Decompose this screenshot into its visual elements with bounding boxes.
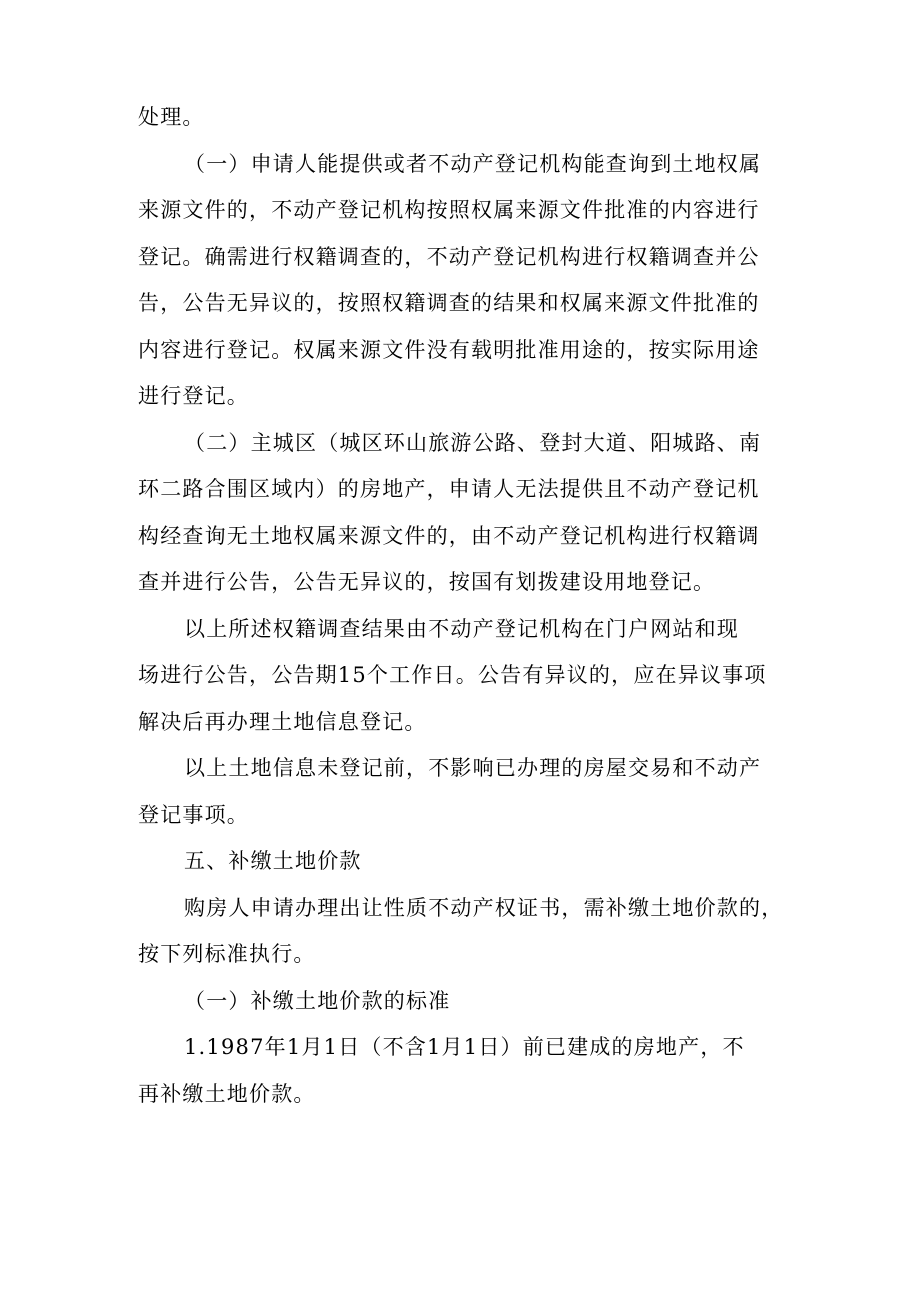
text-line: 来源文件的，不动产登记机构按照权属来源文件批准的内容进行 [138,198,760,222]
text-line: 以上土地信息未登记前，不影响已办理的房屋交易和不动产 [184,756,762,780]
text-line: 再补缴土地价款。 [138,1081,316,1106]
text-line: 进行登记。 [138,384,249,408]
text-line: 购房人申请办理出让性质不动产权证书，需补缴土地价款的， [184,895,784,920]
text-line: （二）主城区（城区环山旅游公路、登封大道、阳城路、南 [184,430,762,455]
text-line: 以上所述权籍调查结果由不动产登记机构在门户网站和现 [184,616,739,641]
text-line: 按下列标准执行。 [138,942,316,966]
text-line: 登记事项。 [138,802,249,827]
text-line: 查并进行公告，公告无异议的，按国有划拨建设用地登记。 [138,570,716,594]
text-line: 场进行公告，公告期15个工作日。公告有异议的，应在异议事项 [138,663,767,687]
text-line: 内容进行登记。权属来源文件没有载明批准用途的，按实际用途 [138,337,760,362]
document-body [138,94,788,1117]
text-line: 登记。确需进行权籍调查的，不动产登记机构进行权籍调查并公 [138,244,760,269]
text-line: 解决后再办理土地信息登记。 [138,709,427,734]
text-line: （一）申请人能提供或者不动产登记机构能查询到土地权属 [184,151,762,176]
text-line: 告，公告无异议的，按照权籍调查的结果和权属来源文件批准的 [138,291,760,315]
subsection-heading: （一）补缴土地价款的标准 [184,988,451,1013]
section-heading: 五、补缴土地价款 [184,849,362,873]
text-line: 构经查询无土地权属来源文件的，由不动产登记机构进行权籍调 [138,523,760,548]
text-line: 环二路合围区域内）的房地产，申请人无法提供且不动产登记机 [138,477,760,501]
text-line: 1.1987年1月1日（不含1月1日）前已建成的房地产，不 [184,1035,745,1059]
text-line: 处理。 [138,105,205,129]
